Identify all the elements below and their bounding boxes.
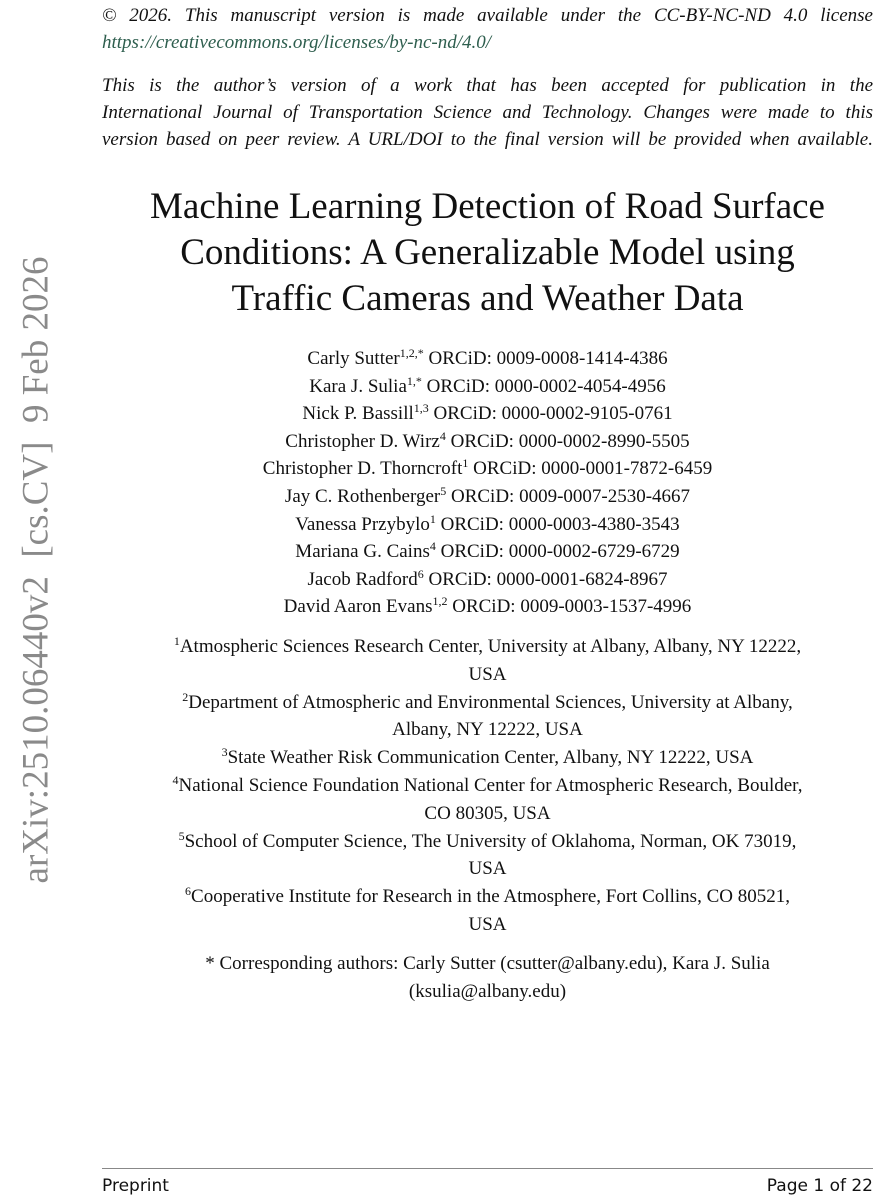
author-line bbox=[102, 345, 873, 373]
author-name: David Aaron Evans bbox=[283, 596, 433, 618]
author-name: Nick P. Bassill bbox=[302, 403, 414, 425]
author-affiliation-sup: 1,* bbox=[406, 373, 422, 388]
author-affiliation-sup: 1,2,* bbox=[399, 346, 424, 360]
affiliation-line: Cooperative Institute for Research in the Atmosphere, Fort Collins, CO 80521, bbox=[191, 886, 790, 908]
affiliation bbox=[102, 689, 873, 745]
affiliation-line: State Weather Risk Communication Center, Albany, NY 12222, USA bbox=[227, 747, 754, 769]
license-link[interactable]: https://creativecommons.org/licenses/by-nc-nd/4.0/ bbox=[102, 32, 492, 53]
publication-notice bbox=[102, 72, 873, 153]
affiliation bbox=[102, 744, 873, 772]
notice-line: version based on peer review. A URL/DOI to the final version will be provided when available. bbox=[102, 129, 873, 150]
affiliation bbox=[102, 633, 873, 689]
author-orcid: ORCiD: 0000-0002-8990-5505 bbox=[450, 430, 690, 452]
affiliation-line: Atmospheric Sciences Research Center, University at Albany, Albany, NY 12222, bbox=[179, 636, 802, 657]
license-text: © 2026. This manuscript version is made available under the CC-BY-NC-ND 4.0 license bbox=[102, 5, 873, 26]
author-name: Christopher D. Wirz bbox=[285, 430, 440, 452]
author-orcid: ORCiD: 0000-0001-7872-6459 bbox=[473, 458, 713, 480]
author-orcid: ORCiD: 0009-0003-1537-4996 bbox=[452, 596, 692, 618]
affiliation-list bbox=[102, 633, 873, 939]
affiliation bbox=[102, 772, 873, 828]
affiliation-sup: 2 bbox=[182, 689, 189, 704]
title-line: Machine Learning Detection of Road Surface bbox=[150, 186, 825, 227]
page-number: Page 1 of 22 bbox=[766, 1176, 873, 1196]
corresponding-line: (ksulia@albany.edu) bbox=[408, 981, 567, 1002]
affiliation-line: USA bbox=[468, 913, 507, 935]
notice-line: This is the author’s version of a work that has been accepted for publication in the bbox=[102, 75, 873, 96]
notice-line: International Journal of Transportation Science and Technology. Changes were made to this bbox=[102, 102, 873, 123]
author-affiliation-sup: 1,3 bbox=[413, 401, 429, 416]
affiliation-sup: 4 bbox=[172, 772, 179, 787]
affiliation-line: School of Computer Science, The University of Oklahoma, Norman, OK 73019, bbox=[184, 830, 797, 852]
affiliation-line: Albany, NY 12222, USA bbox=[392, 719, 583, 741]
author-line bbox=[102, 593, 873, 621]
author-orcid: ORCiD: 0000-0003-4380-3543 bbox=[440, 513, 680, 535]
author-name: Kara J. Sulia bbox=[309, 375, 407, 397]
footer-left: Preprint bbox=[102, 1176, 169, 1196]
affiliation-line: Department of Atmospheric and Environmental Sciences, University at Albany, bbox=[188, 691, 793, 713]
affiliation-sup: 1 bbox=[173, 634, 180, 648]
author-list bbox=[102, 345, 873, 621]
author-affiliation-sup: 5 bbox=[440, 483, 447, 498]
affiliation-sup: 5 bbox=[178, 828, 185, 843]
corresponding-line: * Corresponding authors: Carly Sutter (csutter@albany.edu), Kara J. Sulia bbox=[205, 953, 770, 974]
affiliation-line: USA bbox=[468, 858, 507, 880]
author-name: Vanessa Przybylo bbox=[295, 513, 430, 535]
author-affiliation-sup: 4 bbox=[429, 539, 436, 554]
affiliation-sup: 3 bbox=[221, 745, 228, 760]
author-affiliation-sup: 6 bbox=[417, 566, 424, 581]
arxiv-stamp: arXiv:2510.06440v2 [cs.CV] 9 Feb 2026 bbox=[15, 256, 57, 884]
affiliation-line: CO 80305, USA bbox=[424, 802, 551, 824]
author-line bbox=[102, 400, 873, 428]
affiliation bbox=[102, 828, 873, 884]
author-affiliation-sup: 1 bbox=[462, 456, 469, 471]
affiliation-line: USA bbox=[468, 663, 507, 685]
author-orcid: ORCiD: 0000-0001-6824-8967 bbox=[428, 568, 668, 590]
footer-rule bbox=[102, 1168, 873, 1169]
author-line bbox=[102, 511, 873, 539]
title-line: Traffic Cameras and Weather Data bbox=[231, 278, 744, 319]
author-line bbox=[102, 566, 873, 594]
author-orcid: ORCiD: 0000-0002-9105-0761 bbox=[433, 403, 673, 425]
affiliation-sup: 6 bbox=[185, 884, 192, 899]
author-affiliation-sup: 1 bbox=[429, 511, 436, 526]
corresponding-authors bbox=[102, 950, 873, 1006]
paper-title bbox=[102, 184, 873, 322]
author-orcid: ORCiD: 0009-0008-1414-4386 bbox=[428, 348, 668, 369]
author-orcid: ORCiD: 0009-0007-2530-4667 bbox=[450, 485, 691, 507]
author-name: Jacob Radford bbox=[307, 568, 418, 590]
author-line bbox=[102, 428, 873, 456]
author-name: Christopher D. Thorncroft bbox=[262, 458, 463, 480]
author-orcid: ORCiD: 0000-0002-6729-6729 bbox=[440, 541, 680, 563]
author-name: Jay C. Rothenberger bbox=[284, 485, 441, 507]
license-notice bbox=[102, 2, 873, 56]
author-orcid: ORCiD: 0000-0002-4054-4956 bbox=[426, 375, 666, 397]
author-affiliation-sup: 1,2 bbox=[432, 594, 448, 609]
author-line bbox=[102, 373, 873, 401]
author-affiliation-sup: 4 bbox=[439, 428, 446, 443]
author-line bbox=[102, 483, 873, 511]
author-line bbox=[102, 538, 873, 566]
title-line: Conditions: A Generalizable Model using bbox=[180, 232, 795, 273]
author-name: Carly Sutter bbox=[307, 348, 400, 369]
affiliation-line: National Science Foundation National Center for Atmospheric Research, Boulder, bbox=[178, 774, 803, 796]
affiliation bbox=[102, 883, 873, 939]
author-line bbox=[102, 455, 873, 483]
author-name: Mariana G. Cains bbox=[295, 541, 430, 563]
